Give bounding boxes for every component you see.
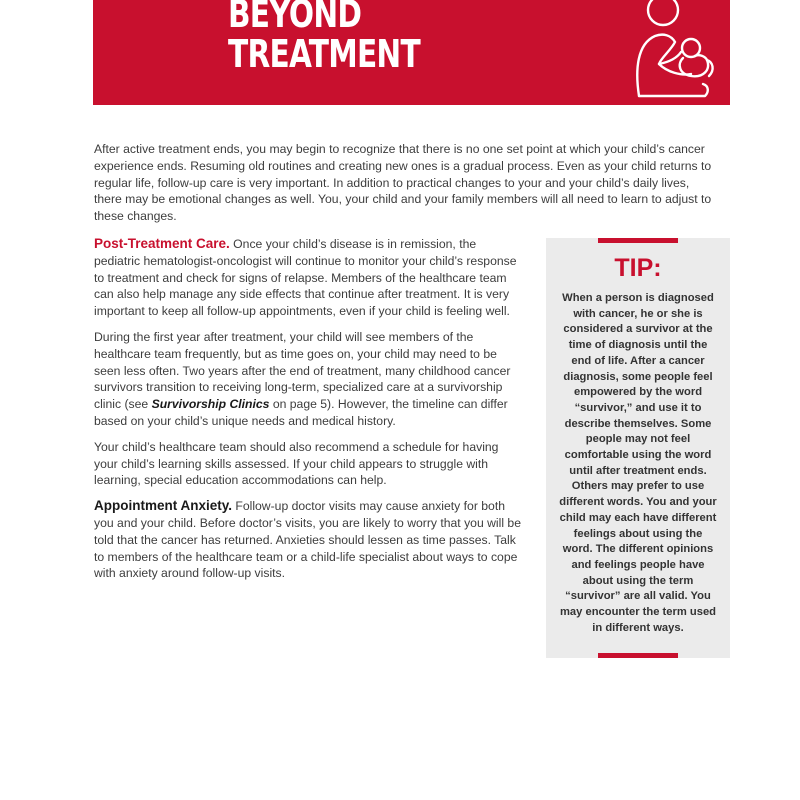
header-banner <box>93 0 730 105</box>
anxiety-heading: Appointment Anxiety. <box>94 498 232 514</box>
main-column <box>94 236 524 591</box>
title-line-2: TREATMENT <box>228 32 420 76</box>
first-year-paragraph <box>94 329 524 430</box>
post-treatment-text: Once your child’s disease is in remission, the pediatric hematologist-oncologist will continue to monitor your child’s response to treatment and check for signs of relapse. Members of the healthcare team can also help manage any side effects that continue after treatment. It is very important to keep all follow-up appointments, even if your child is feeling well. <box>94 237 517 319</box>
anxiety-paragraph <box>94 498 524 582</box>
tip-top-accent <box>598 238 678 243</box>
title-line-1: BEYOND <box>228 0 362 36</box>
post-treatment-paragraph <box>94 236 524 320</box>
survivorship-clinics-reference: Survivorship Clinics <box>151 397 270 412</box>
page-title <box>228 0 420 74</box>
tip-body: When a person is diagnosed with cancer, he or she is considered a survivor at the time of diagnosis until the end of life. After a cancer diagnosis, some people feel empowered by the word “survivor,” and use it to describe themselves. Some people may not feel comfortable using the word until after treatment ends. Others may prefer to use different words. You and your child may each have different feelings about using the word. The different opinions and feelings people have about using the term “survivor” are all valid. You may encounter the term used in different ways. <box>559 292 717 634</box>
tip-title: TIP: <box>614 254 662 282</box>
first-year-text-after: on page 5). However, the timeline can differ based on your child’s unique needs and medical history. <box>94 397 508 428</box>
post-treatment-heading: Post-Treatment Care. <box>94 236 230 251</box>
first-year-text-before: During the first year after treatment, your child will see members of the healthcare team frequently, but as time goes on, your child may need to be seen less often. Two years after the end of treatment, many childhood cancer survivors transition to receiving long-term, specialized care at a survivorship clinic (see <box>94 329 511 412</box>
intro-paragraph: After active treatment ends, you may begin to recognize that there is no one set point at which your child’s cancer experience ends. Resuming old routines and creating new ones is a gradual process. Even as your child returns to regular life, follow-up care is very important. In addition to practical changes to your and your child’s daily lives, there may be emotional changes as well. You, your child and your family members will all need to learn to adjust to these changes. <box>94 142 712 224</box>
learning-paragraph: Your child’s healthcare team should also recommend a schedule for having your child’s learning skills assessed. If your child appears to struggle with learning, special education accommodations can help. <box>94 439 499 488</box>
tip-bottom-accent <box>598 653 678 658</box>
parent-holding-child-icon <box>633 0 717 100</box>
anxiety-text: Follow-up doctor visits may cause anxiety for both you and your child. Before doctor’s visits, you are likely to worry that you will be told that the cancer has returned. Anxieties should lessen as time passes. Talk to members of the healthcare team or a child-life specialist about ways to cope with anxiety around follow-up visits. <box>94 499 521 581</box>
